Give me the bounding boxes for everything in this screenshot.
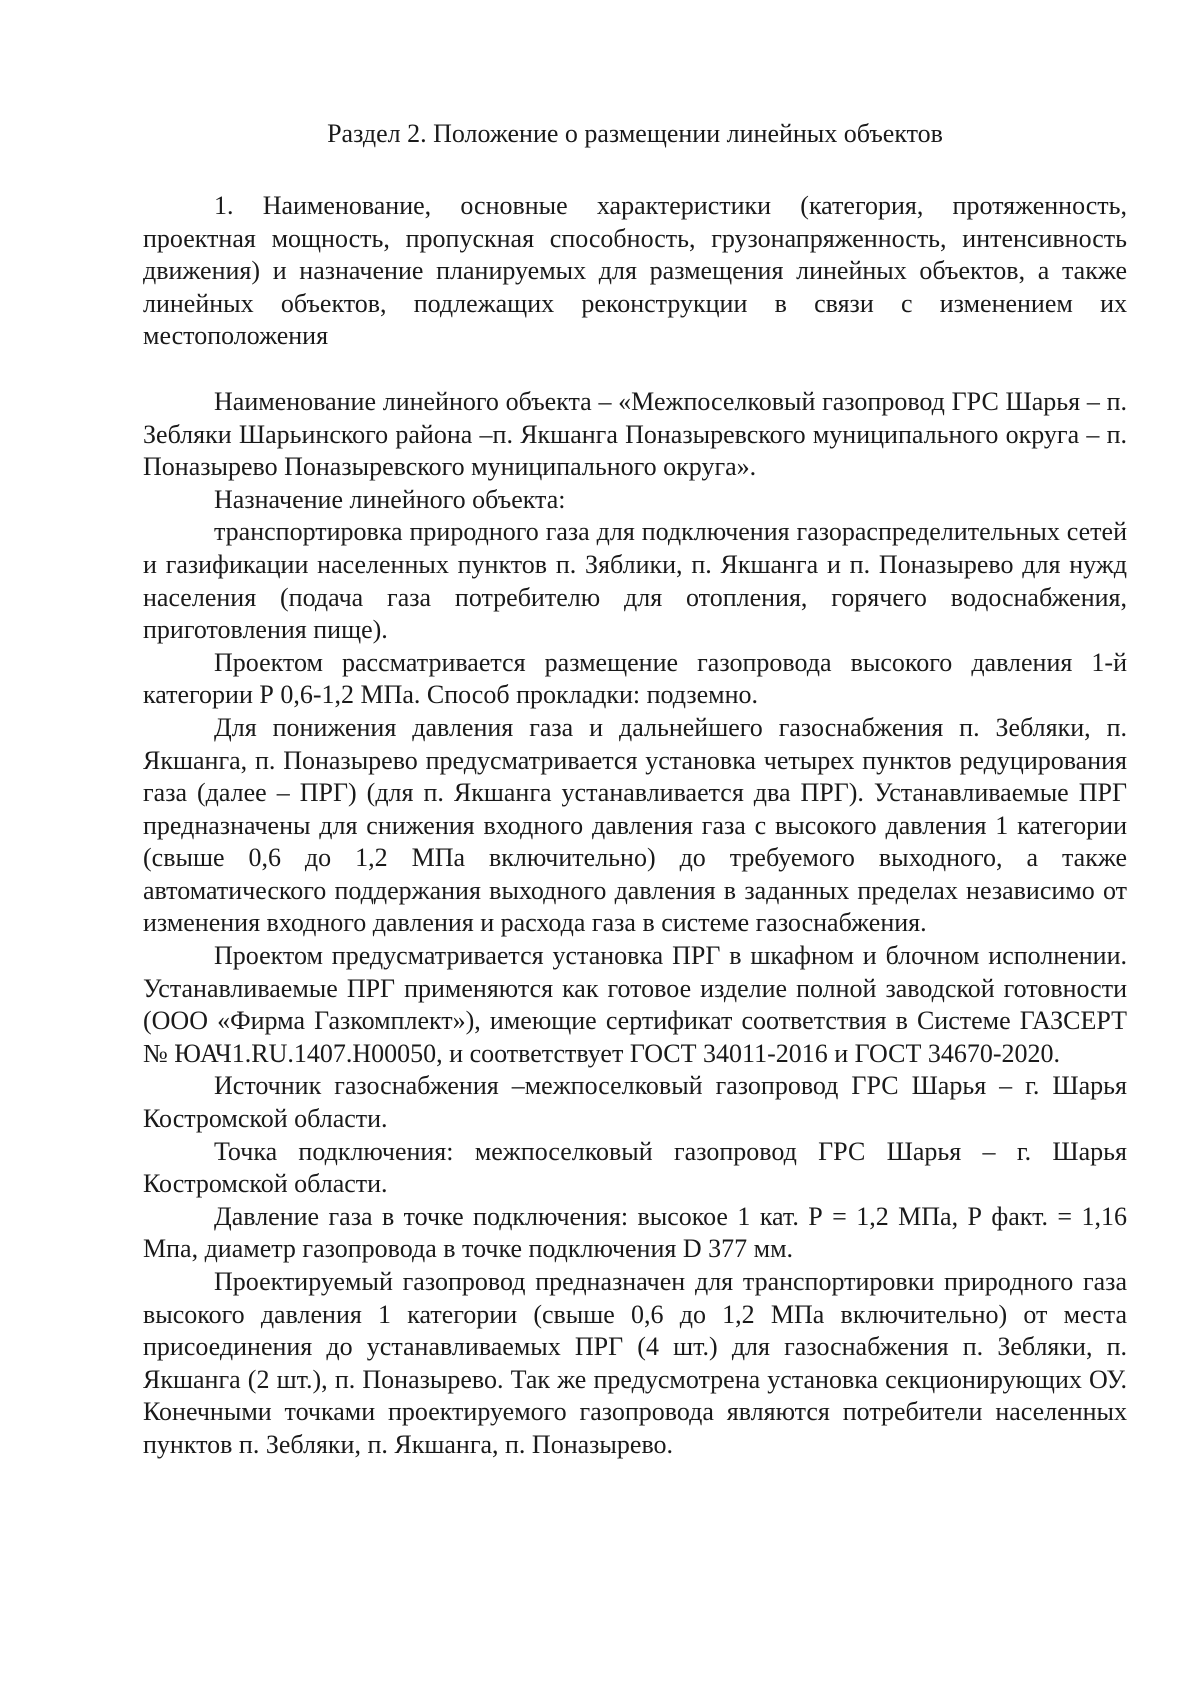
paragraph-connection-pressure: Давление газа в точке подключения: высокое 1 кат. Р = 1,2 МПа, Р факт. = 1,16 Мпа, диаметр газопровода в точке подключения D 377 мм. <box>143 1201 1127 1264</box>
section-title: Раздел 2. Положение о размещении линейных объектов <box>327 119 943 148</box>
paragraph-prg-certification: Проектом предусматривается установка ПРГ в шкафном и блочном исполнении. Устанавливаемые ПРГ применяются как готовое изделие полной заводской готовности (ООО «Фирма Газкомплект»), имеющие сертификат соответствия в Системе ГАЗСЕРТ № ЮАЧ1.RU.1407.Н00050, и соответствует ГОСТ 34011-2016 и ГОСТ 34670-2020. <box>143 941 1127 1068</box>
paragraph-item-1-heading: 1. Наименование, основные характеристики (категория, протяженность, проектная мощность, пропускная способность, грузонапряженность, интенсивность движения) и назначение планируемых для размещения линейных объектов, а также линейных объектов, подлежащих реконструкции в связи с изменением их местоположения <box>143 191 1127 351</box>
paragraph-purpose-text: транспортировка природного газа для подключения газораспределительных сетей и газификации населенных пунктов п. Зяблики, п. Якшанга и п. Поназырево для нужд населения (подача газа потребителю для отопления, горячего водоснабжения, приготовления пище). <box>143 517 1127 645</box>
paragraph-gas-source: Источник газоснабжения –межпоселковый газопровод ГРС Шарья – г. Шарья Костромской области. <box>143 1071 1127 1134</box>
document-page <box>143 117 1127 1462</box>
paragraph-pipeline-category: Проектом рассматривается размещение газопровода высокого давления 1-й категории Р 0,6-1,2 МПа. Способ прокладки: подземно. <box>143 647 1127 710</box>
paragraph-prg-installation: Для понижения давления газа и дальнейшего газоснабжения п. Зебляки, п. Якшанга, п. Поназырево предусматривается установка четырех пунктов редуцирования газа (далее – ПРГ) (для п. Якшанга устанавливается два ПРГ). Устанавливаемые ПРГ предназначены для снижения входного давления газа с высокого давления 1 категории (свыше 0,6 до 1,2 МПа включительно) до требуемого выходного, а также автоматического поддержания выходного давления в заданных пределах независимо от изменения входного давления и расхода газа в системе газоснабжения. <box>143 712 1127 938</box>
paragraph-purpose-heading: Назначение линейного объекта: <box>214 484 566 514</box>
paragraph-connection-point: Точка подключения: межпоселковый газопровод ГРС Шарья – г. Шарья Костромской области. <box>143 1136 1127 1199</box>
paragraph-object-name: Наименование линейного объекта – «Межпоселковый газопровод ГРС Шарья – п. Зебляки Шарьинского района –п. Якшанга Поназыревского муниципального округа – п. Поназырево Поназыревского муниципального округа». <box>143 386 1127 482</box>
paragraph-designed-pipeline: Проектируемый газопровод предназначен для транспортировки природного газа высокого давления 1 категории (свыше 0,6 до 1,2 МПа включительно) от места присоединения до устанавливаемых ПРГ (4 шт.) для газоснабжения п. Зебляки, п. Якшанга (2 шт.), п. Поназырево. Так же предусмотрена установка секционирующих ОУ. Конечными точками проектируемого газопровода являются потребители населенных пунктов п. Зебляки, п. Якшанга, п. Поназырево. <box>143 1267 1127 1459</box>
